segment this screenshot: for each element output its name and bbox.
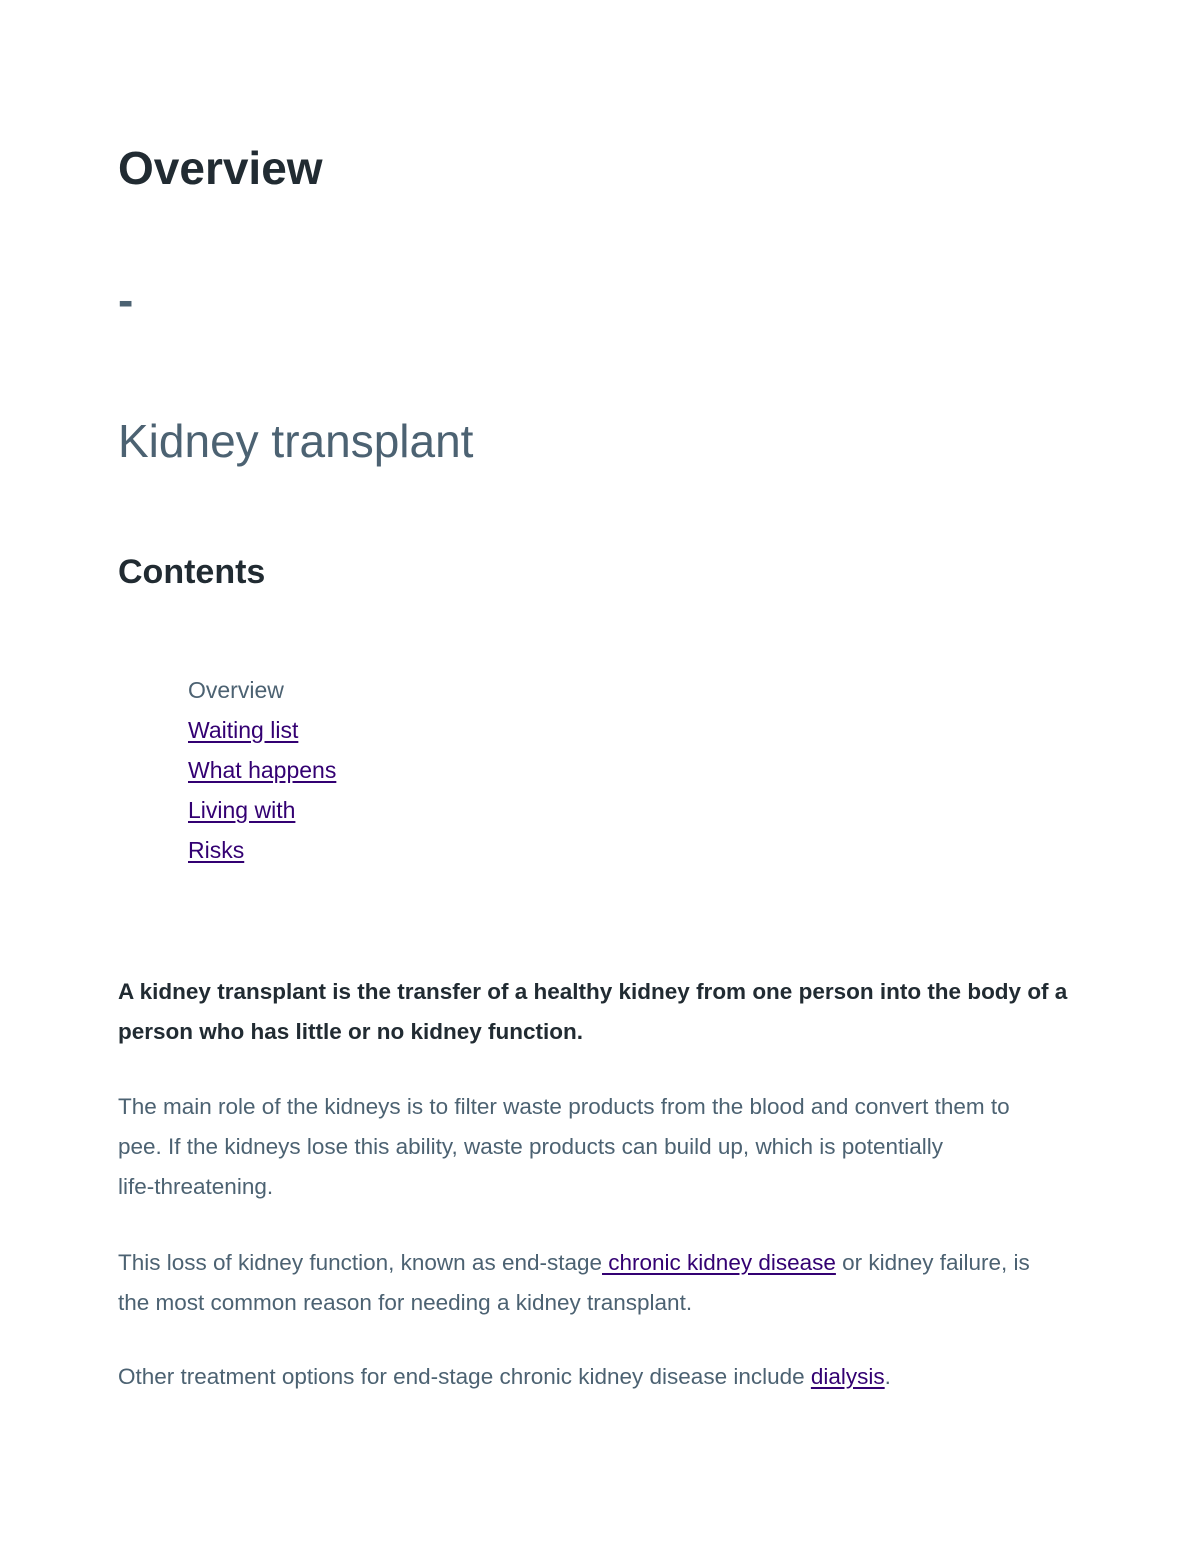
lead-paragraph: A kidney transplant is the transfer of a healthy kidney from one person into the body of a person who has little or no kidney function. (118, 979, 1068, 1044)
contents-link-waiting-list[interactable]: Waiting list (188, 717, 299, 743)
paragraph-text: or kidney failure, is (835, 1250, 1030, 1275)
paragraph-kidney-failure (118, 1243, 1078, 1323)
paragraph-text: the most common reason for needing a kidney transplant. (118, 1290, 693, 1315)
paragraph-line: The main role of the kidneys is to filter waste products from the blood and convert them to (118, 1094, 1010, 1119)
chronic-kidney-disease-link[interactable]: chronic kidney disease (602, 1250, 836, 1275)
paragraph-line: pee. If the kidneys lose this ability, waste products can build up, which is potentially (118, 1134, 944, 1159)
paragraph-text: Other treatment options for end-stage chronic kidney disease include (118, 1364, 811, 1389)
contents-item-what-happens[interactable] (188, 750, 336, 790)
contents-link-living-with[interactable]: Living with (188, 797, 296, 823)
dialysis-link[interactable]: dialysis (810, 1364, 885, 1389)
contents-item-overview (188, 670, 336, 710)
contents-item-waiting-list[interactable] (188, 710, 336, 750)
paragraph-text: . (884, 1364, 891, 1389)
contents-item-living-with[interactable] (188, 790, 336, 830)
contents-list (188, 670, 336, 870)
page-title: Kidney transplant (118, 415, 474, 467)
paragraph-treatment-options (118, 1357, 1078, 1397)
title-separator: - (118, 274, 134, 326)
contents-item-risks[interactable] (188, 830, 336, 870)
paragraph-text: This loss of kidney function, known as end-stage (118, 1250, 603, 1275)
contents-link-risks[interactable]: Risks (188, 837, 245, 863)
contents-link-what-happens[interactable]: What happens (188, 757, 337, 783)
section-title: Overview (118, 142, 323, 194)
contents-item-label: Overview (188, 677, 284, 703)
paragraph-line: life-threatening. (118, 1174, 274, 1199)
paragraph-kidney-role (118, 1087, 1078, 1207)
contents-heading: Contents (118, 553, 266, 591)
